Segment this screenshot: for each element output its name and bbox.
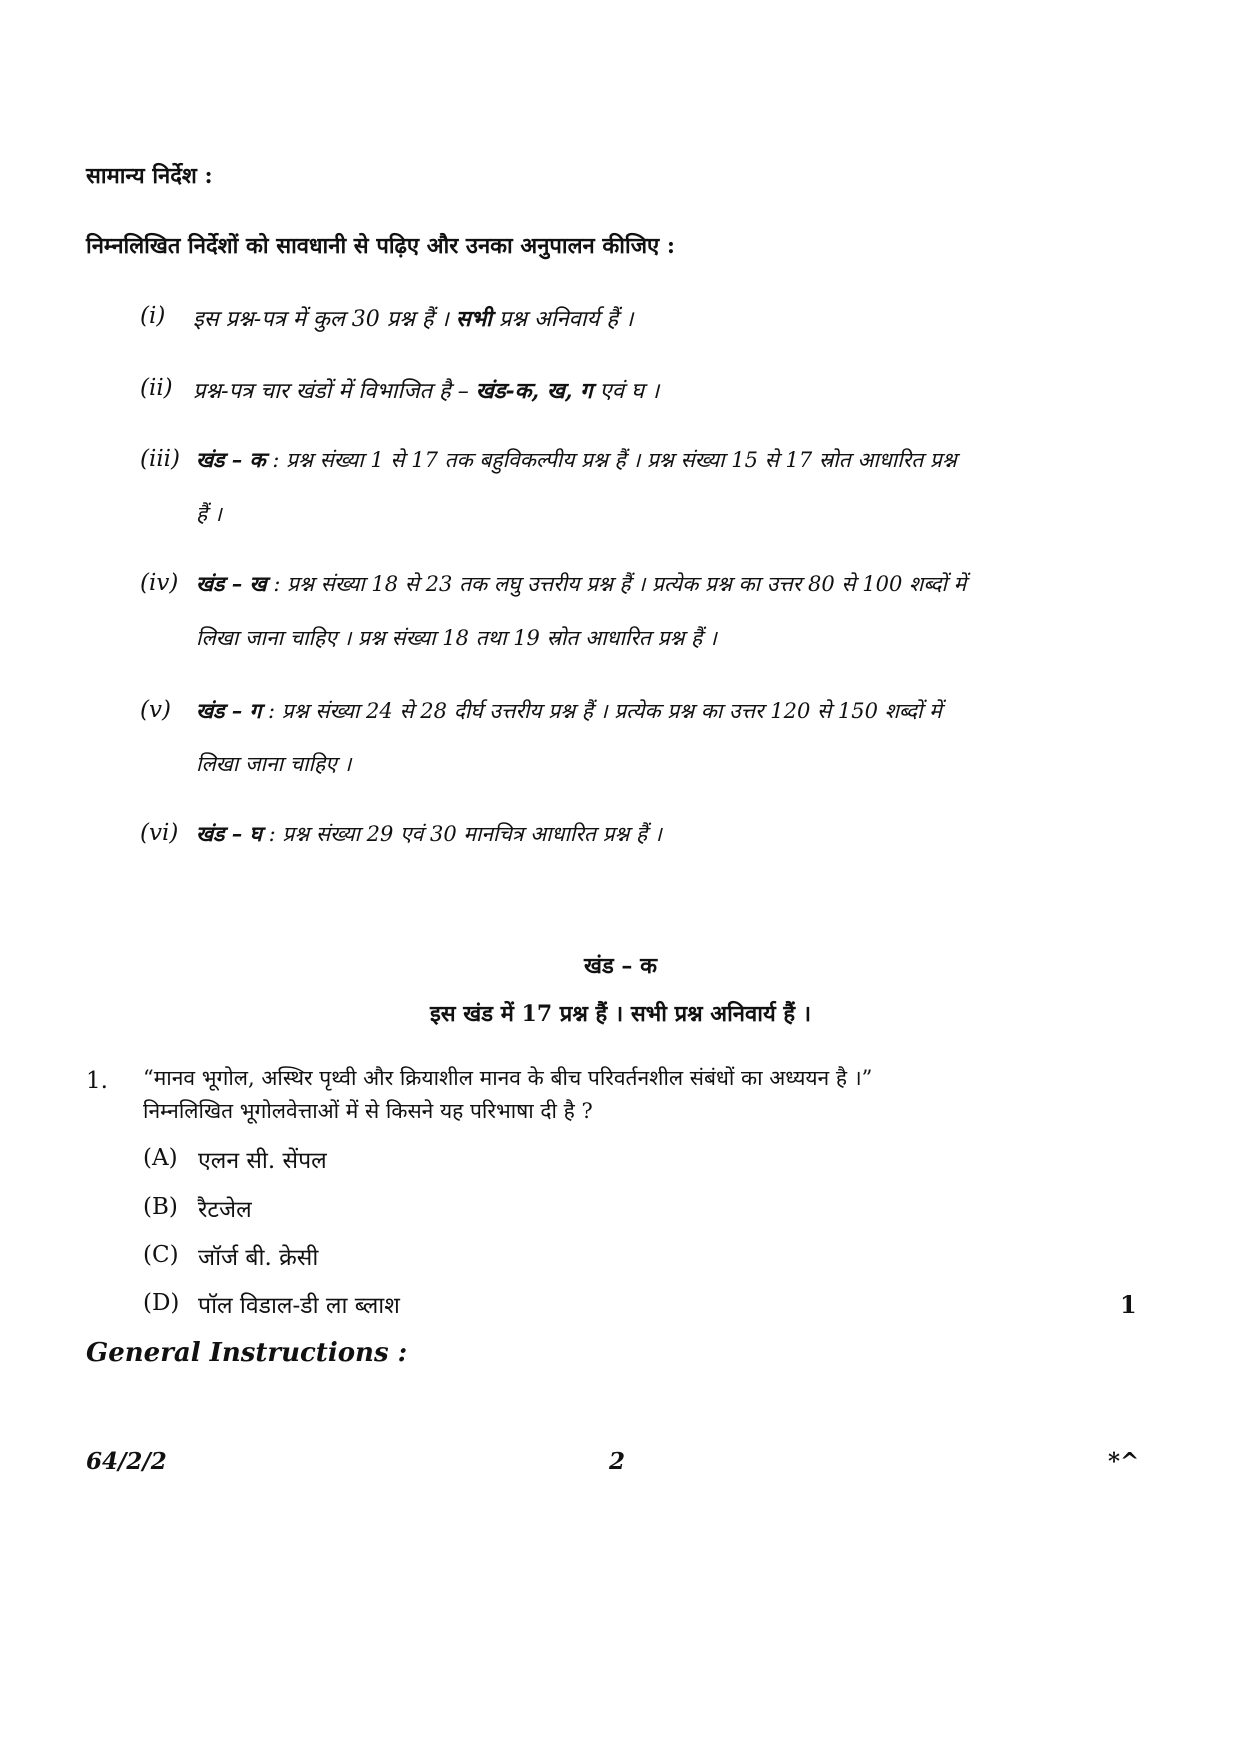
instruction-text-line1: : प्रश्न संख्या 1 से 17 तक बहुविकल्पीय प्रश्न हैं । प्रश्न संख्या 15 से 17 स्रोत आधारित प्रश्न (272, 448, 957, 472)
instruction-text-post: प्रश्न अनिवार्य हैं । (498, 307, 634, 332)
instruction-text-line2: लिखा जाना चाहिए । (196, 752, 352, 776)
instruction-text-line1: : प्रश्न संख्या 24 से 28 दीर्घ उत्तरीय प्रश्न हैं । प्रत्येक प्रश्न का उत्तर 120 से 150 शब्दों में (268, 699, 942, 723)
footer-mark: *^ (1108, 1448, 1140, 1475)
instruction-text-pre: प्रश्न-पत्र चार खंडों में विभाजित है – (193, 379, 469, 404)
question-number: 1. (86, 1068, 108, 1094)
option-text: जॉर्ज बी. क्रेसी (198, 1245, 319, 1271)
heading-general-instructions: सामान्य निर्देश : (86, 163, 213, 189)
instruction-text (196, 446, 957, 474)
instruction-section-label: खंड – ग (196, 698, 262, 723)
instruction-text-line1: : प्रश्न संख्या 29 एवं 30 मानचित्र आधारित प्रश्न हैं । (268, 822, 662, 846)
instruction-text (193, 375, 659, 405)
english-general-instructions-heading: General Instructions : (86, 1338, 408, 1368)
option-label: (C) (143, 1242, 179, 1268)
instruction-text-line2: हैं । (196, 502, 222, 526)
option-text: पॉल विडाल-डी ला ब्लाश (198, 1293, 400, 1319)
instruction-text (196, 697, 942, 725)
question-marks: 1 (1120, 1290, 1137, 1319)
instruction-text (193, 303, 633, 333)
section-subtitle: इस खंड में 17 प्रश्न हैं । सभी प्रश्न अनिवार्य हैं । (429, 1001, 812, 1027)
heading-follow-instructions: निम्नलिखित निर्देशों को सावधानी से पढ़िए और उनका अनुपालन कीजिए : (86, 233, 675, 259)
instruction-section-label: खंड – क (196, 447, 266, 472)
instruction-text-line2: लिखा जाना चाहिए । प्रश्न संख्या 18 तथा 19 स्रोत आधारित प्रश्न हैं । (196, 626, 717, 650)
section-title: खंड – क (584, 953, 657, 979)
footer-page-number: 2 (609, 1448, 626, 1475)
instruction-text (196, 820, 662, 848)
instruction-text-line1: : प्रश्न संख्या 18 से 23 तक लघु उत्तरीय प्रश्न हैं । प्रत्येक प्रश्न का उत्तर 80 से 100 शब्दों में (273, 572, 967, 596)
option-label: (D) (143, 1290, 180, 1316)
instruction-section-label: खंड – घ (196, 821, 262, 846)
instruction-number: (v) (140, 697, 171, 723)
instruction-text-bold: सभी (455, 306, 492, 332)
instruction-number: (ii) (140, 375, 173, 401)
question-text-line1: “मानव भूगोल, अस्थिर पृथ्वी और क्रियाशील मानव के बीच परिवर्तनशील संबंधों का अध्ययन है ।” (143, 1066, 873, 1090)
instruction-text-post: एवं घ । (599, 379, 660, 404)
option-text: एलन सी. सेंपल (198, 1148, 327, 1174)
instruction-text-pre: इस प्रश्न-पत्र में कुल 30 प्रश्न हैं । (193, 307, 449, 332)
footer-code: 64/2/2 (86, 1448, 167, 1475)
question-text-line2: निम्नलिखित भूगोलवेत्ताओं में से किसने यह परिभाषा दी है ? (143, 1099, 593, 1123)
instruction-number: (vi) (140, 820, 179, 846)
option-text: रैटजेल (198, 1197, 252, 1223)
option-label: (B) (143, 1194, 178, 1220)
instruction-section-label: खंड – ख (196, 571, 267, 596)
option-label: (A) (143, 1145, 178, 1171)
instruction-number: (iii) (140, 446, 181, 472)
instruction-text-bold: खंड-क, ख, ग (475, 378, 593, 404)
instruction-text (196, 570, 966, 598)
instruction-number: (i) (140, 303, 166, 329)
instruction-number: (iv) (140, 570, 179, 596)
